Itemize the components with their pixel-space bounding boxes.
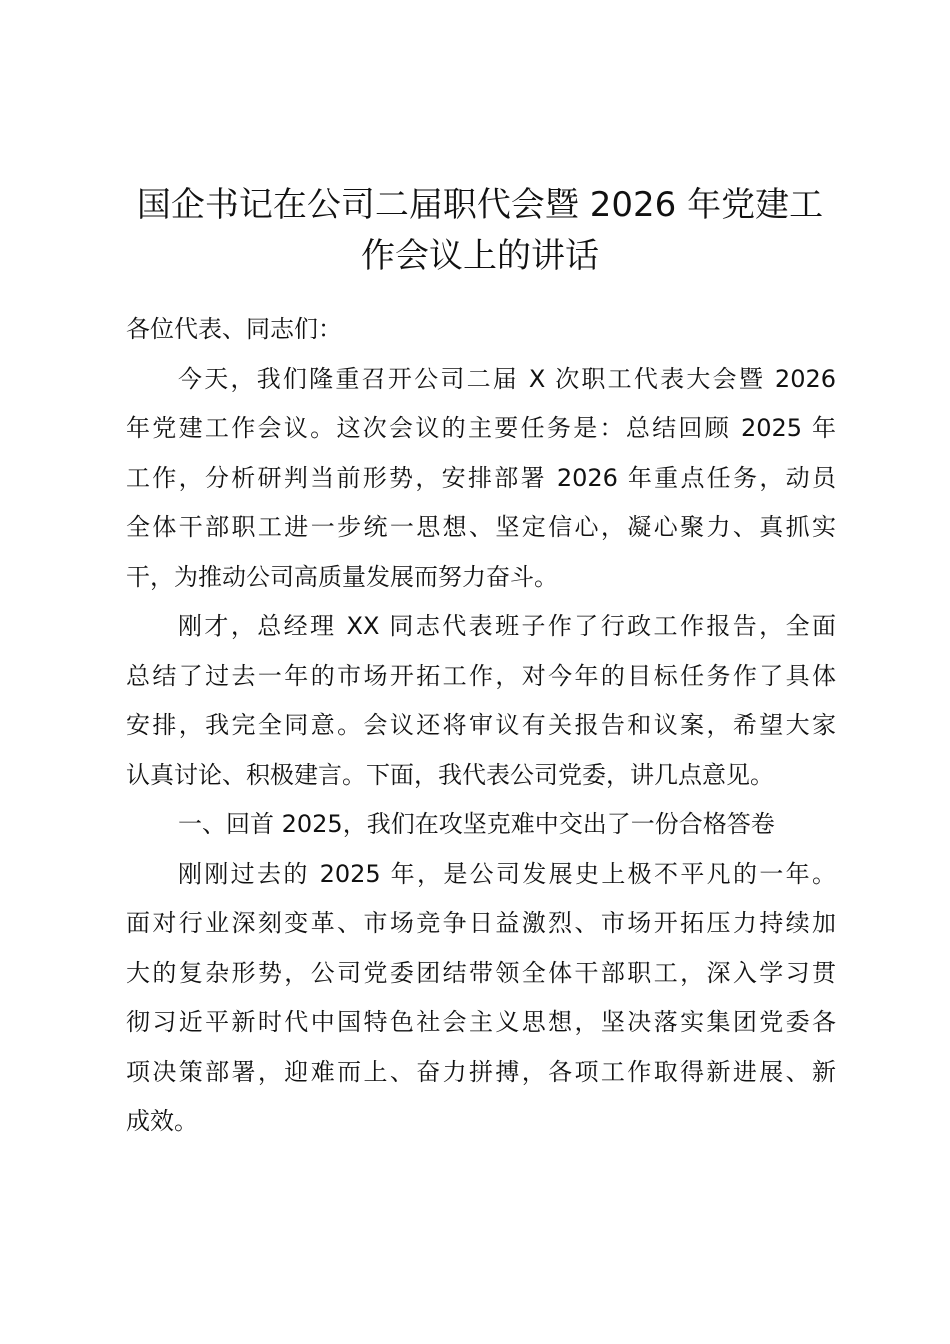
paragraph-line: 面对行业深刻变革、市场竞争日益激烈、市场开拓压力持续加 (126, 909, 836, 937)
paragraph-line: 刚才，总经理 XX 同志代表班子作了行政工作报告，全面 (178, 612, 836, 640)
paragraph-opening (126, 355, 836, 603)
paragraph-line: 安排，我完全同意。会议还将审议有关报告和议案，希望大家 (126, 711, 836, 739)
section-heading: 一、回首 2025，我们在攻坚克难中交出了一份合格答卷 (178, 810, 775, 838)
title-line-2: 作会议上的讲话 (361, 236, 599, 276)
paragraph-report (126, 602, 836, 800)
paragraph-line: 刚刚过去的 2025 年，是公司发展史上极不平凡的一年。 (178, 859, 836, 888)
paragraph-line: 成效。 (126, 1107, 198, 1135)
paragraph-line: 项决策部署，迎难而上、奋力拼搏，各项工作取得新进展、新 (126, 1057, 836, 1086)
paragraph-line: 全体干部职工进一步统一思想、坚定信心，凝心聚力、真抓实 (126, 513, 836, 541)
document-title (100, 180, 860, 282)
document-body (126, 305, 836, 1147)
paragraph-line: 大的复杂形势，公司党委团结带领全体干部职工，深入学习贯 (126, 958, 836, 987)
paragraph-review-2025 (126, 850, 836, 1147)
paragraph-line: 彻习近平新时代中国特色社会主义思想，坚决落实集团党委各 (126, 1008, 836, 1036)
paragraph-line: 今天，我们隆重召开公司二届 X 次职工代表大会暨 2026 (178, 364, 836, 393)
title-line-1: 国企书记在公司二届职代会暨 2026 年党建工 (136, 185, 824, 225)
paragraph-line: 年党建工作会议。这次会议的主要任务是：总结回顾 2025 年 (126, 414, 836, 442)
paragraph-line: 干，为推动公司高质量发展而努力奋斗。 (126, 562, 558, 591)
paragraph-line: 总结了过去一年的市场开拓工作，对今年的目标任务作了具体 (126, 661, 836, 690)
salutation: 各位代表、同志们： (126, 315, 342, 343)
paragraph-line: 工作，分析研判当前形势，安排部署 2026 年重点任务，动员 (126, 463, 836, 492)
paragraph-line: 认真讨论、积极建言。下面，我代表公司党委，讲几点意见。 (126, 760, 774, 789)
